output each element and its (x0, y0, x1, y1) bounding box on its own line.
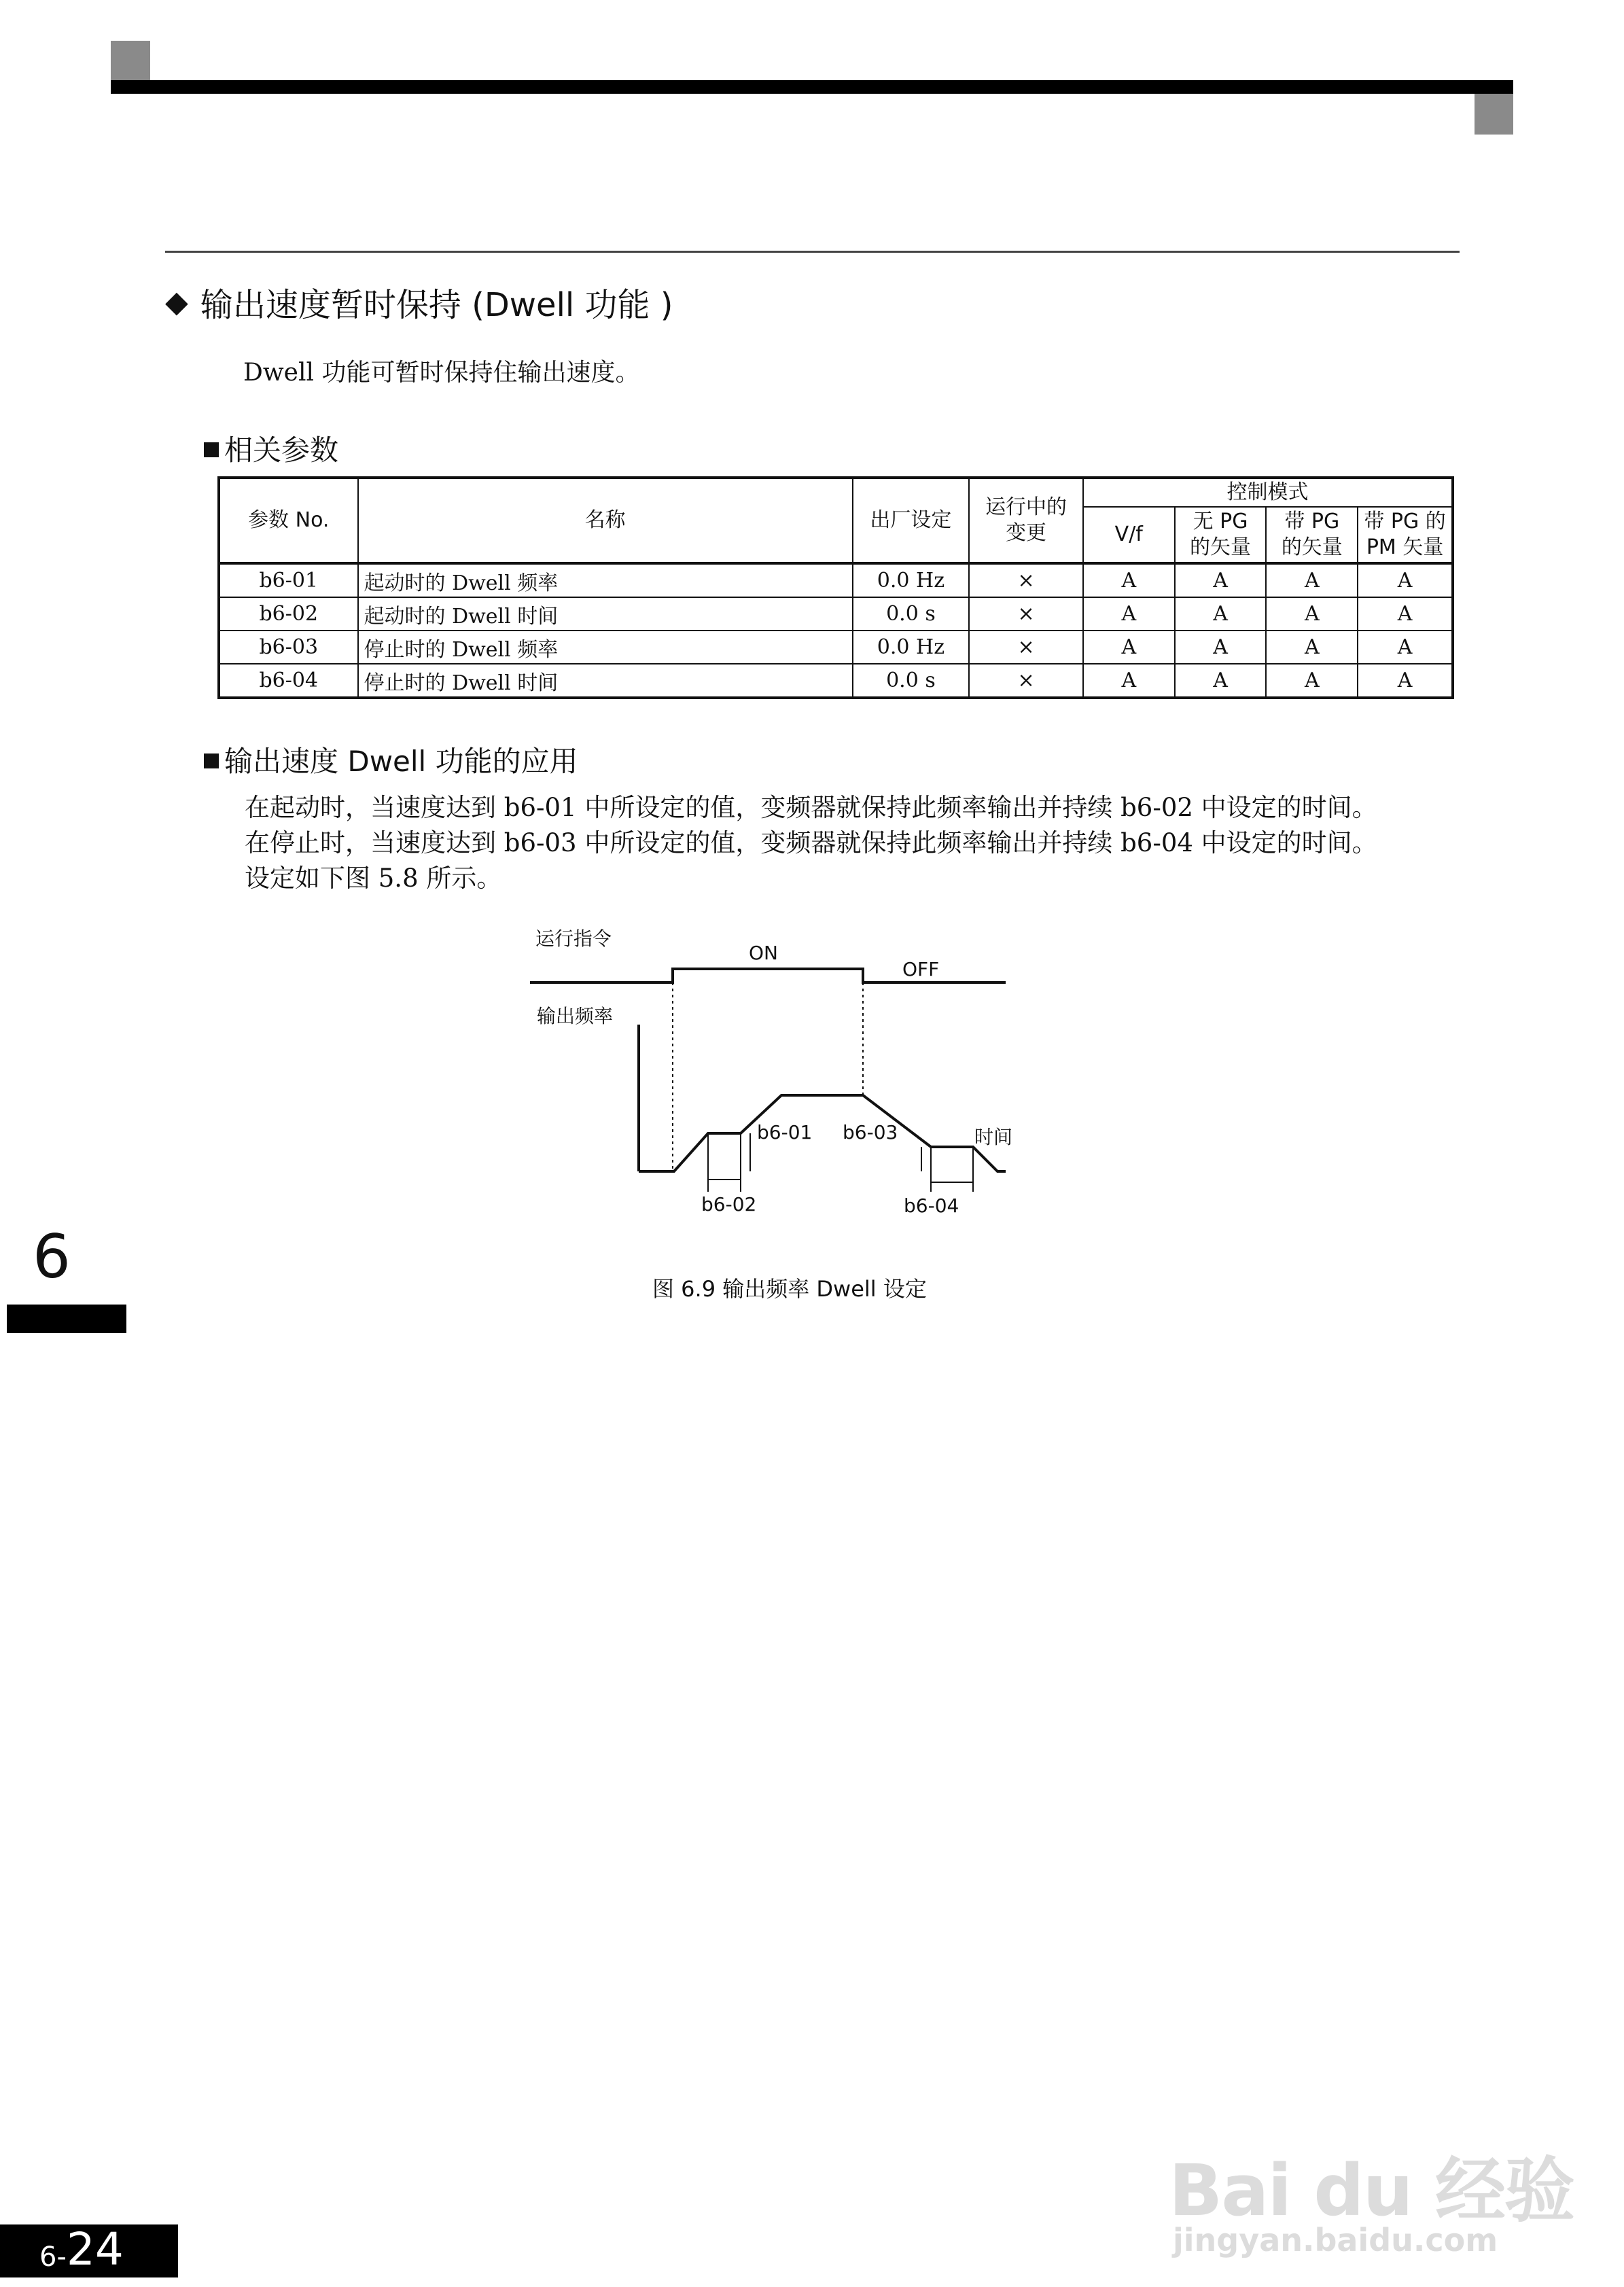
cell-mode: A (1083, 597, 1175, 631)
run-command-label: 运行指令 (535, 927, 612, 950)
th-runtime-change-text: 运行中的变更 (985, 495, 1067, 545)
cell-no: b6-04 (219, 664, 358, 698)
off-label: OFF (902, 958, 940, 980)
header-square-right (1475, 94, 1513, 135)
baidu-watermark (1169, 2127, 1574, 2269)
params-table (217, 476, 1454, 699)
cell-mode: A (1083, 631, 1175, 664)
watermark-logo: Bai du 经验 (1169, 2149, 1574, 2232)
application-heading-text: 输出速度 Dwell 功能的应用 (224, 745, 578, 778)
related-params-heading-text: 相关参数 (224, 433, 339, 467)
cell-no: b6-01 (219, 563, 358, 597)
th-control-mode: 控制模式 (1083, 478, 1453, 507)
table-row (219, 597, 1453, 631)
cell-factory: 0.0 Hz (853, 563, 970, 597)
th-runtime-change (969, 478, 1083, 563)
table-row (219, 563, 1453, 597)
application-heading (204, 739, 578, 780)
th-mode-pg: 带 PG 的矢量 (1266, 507, 1358, 563)
cell-mode: A (1358, 664, 1453, 698)
cell-mode: A (1358, 597, 1453, 631)
square-bullet-icon (204, 442, 219, 457)
header-square-left (111, 41, 150, 82)
header-bar (111, 80, 1513, 94)
cell-mode: A (1358, 631, 1453, 664)
th-name: 名称 (358, 478, 853, 563)
diamond-bullet-icon: ◆ (165, 285, 188, 319)
cell-mode: A (1266, 631, 1358, 664)
b6-02-label: b6-02 (701, 1193, 757, 1216)
cell-no: b6-02 (219, 597, 358, 631)
section-title-text: 输出速度暂时保持 (Dwell 功能 ) (200, 286, 673, 324)
page-number: 24 (66, 2223, 124, 2275)
cell-name: 起动时的 Dwell 频率 (358, 563, 853, 597)
dwell-timing-diagram (530, 924, 1033, 1230)
th-mode-vf: V/f (1083, 507, 1175, 563)
cell-change: × (969, 563, 1083, 597)
cell-mode: A (1266, 664, 1358, 698)
cell-change: × (969, 631, 1083, 664)
cell-factory: 0.0 Hz (853, 631, 970, 664)
cell-mode: A (1266, 597, 1358, 631)
paragraph-line: 在起动时，当速度达到 b6-01 中所设定的值，变频器就保持此频率输出并持续 b6-02 中设定的时间。 (245, 793, 1377, 822)
cell-mode: A (1175, 631, 1267, 664)
th-mode-pm: 带 PG 的 PM 矢量 (1358, 507, 1453, 563)
cell-factory: 0.0 s (853, 664, 970, 698)
cell-name: 停止时的 Dwell 频率 (358, 631, 853, 664)
cell-mode: A (1358, 563, 1453, 597)
time-label: 时间 (974, 1126, 1013, 1148)
th-factory: 出厂设定 (853, 478, 970, 563)
cell-mode: A (1266, 563, 1358, 597)
b6-03-label: b6-03 (843, 1121, 898, 1144)
table-row (219, 631, 1453, 664)
square-bullet-icon (204, 754, 219, 768)
cell-mode: A (1175, 664, 1267, 698)
section-title (165, 279, 673, 325)
cell-change: × (969, 597, 1083, 631)
timing-diagram-svg (530, 924, 1033, 1230)
b6-01-label: b6-01 (757, 1121, 813, 1144)
related-params-heading (204, 428, 338, 469)
freq-profile (639, 1095, 1006, 1171)
page-number-box (0, 2224, 178, 2277)
on-label: ON (749, 942, 778, 964)
section-rule (165, 251, 1460, 253)
th-param-no: 参数 No. (219, 478, 358, 563)
chapter-number: 6 (33, 1222, 71, 1292)
application-paragraph (245, 790, 1377, 896)
figure-caption: 图 6.9 输出频率 Dwell 设定 (652, 1276, 927, 1302)
cell-mode: A (1175, 563, 1267, 597)
watermark-url: jingyan.baidu.com (1173, 2222, 1498, 2258)
chapter-tab-bar (7, 1305, 126, 1333)
cell-name: 停止时的 Dwell 时间 (358, 664, 853, 698)
page-number-prefix: 6- (39, 2241, 67, 2273)
table-row (219, 664, 1453, 698)
cell-mode: A (1175, 597, 1267, 631)
paragraph-line: 设定如下图 5.8 所示。 (245, 864, 502, 893)
section-intro: Dwell 功能可暂时保持住输出速度。 (243, 359, 640, 387)
cell-name: 起动时的 Dwell 时间 (358, 597, 853, 631)
b6-04-label: b6-04 (904, 1194, 959, 1217)
paragraph-line: 在停止时，当速度达到 b6-03 中所设定的值，变频器就保持此频率输出并持续 b6-04 中设定的时间。 (245, 828, 1377, 857)
cell-change: × (969, 664, 1083, 698)
th-mode-nopg: 无 PG 的矢量 (1175, 507, 1267, 563)
cell-factory: 0.0 s (853, 597, 970, 631)
cell-mode: A (1083, 563, 1175, 597)
cell-no: b6-03 (219, 631, 358, 664)
cell-mode: A (1083, 664, 1175, 698)
freq-label: 输出频率 (537, 1005, 614, 1027)
